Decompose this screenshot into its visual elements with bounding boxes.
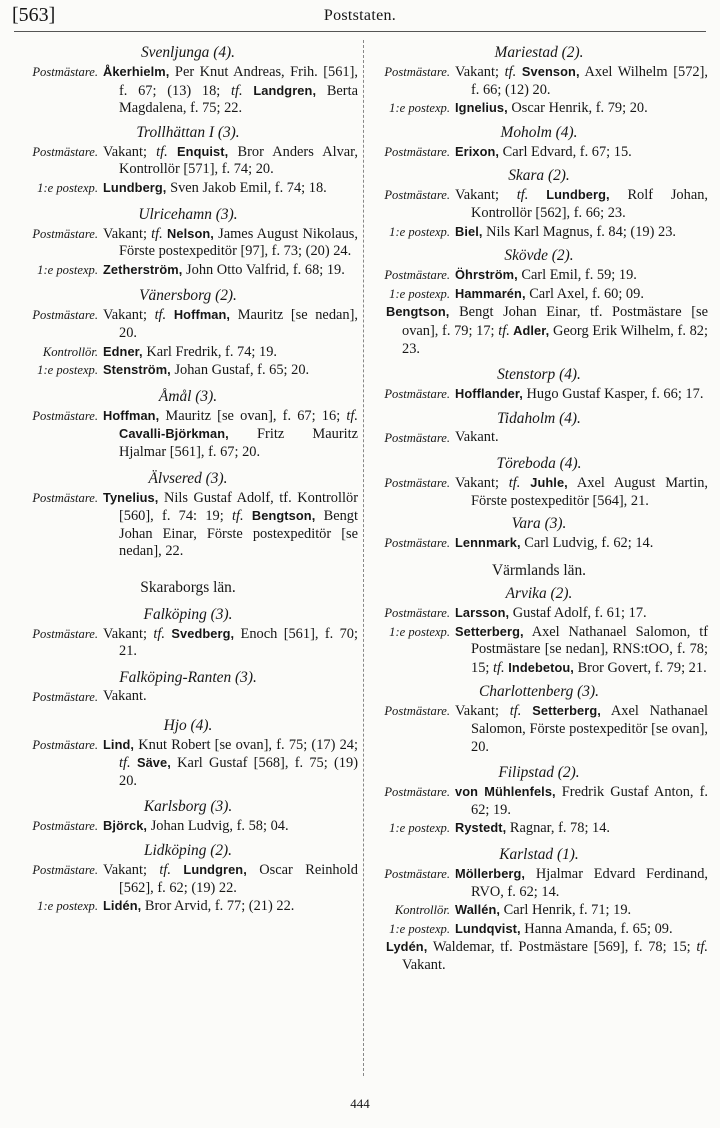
entry-details: Oscar Reinhold [562], f. 62; (19) 22. — [119, 862, 358, 896]
entry-text — [455, 901, 708, 920]
person-name: Lundberg, — [528, 187, 610, 203]
person-name: Edner, — [103, 343, 143, 359]
entry-text — [103, 261, 358, 280]
place-heading: Stenstorp (4). — [497, 366, 581, 384]
list-item — [18, 688, 358, 707]
tf-abbrev: tf. — [509, 703, 522, 720]
place-heading: Moholm (4). — [500, 123, 578, 141]
person-name: Säve, — [130, 755, 171, 771]
list-item — [370, 385, 708, 404]
list-item — [18, 861, 358, 897]
tf-abbrev: tf. — [231, 82, 243, 99]
person-name: Hammarén, — [455, 285, 526, 301]
person-name: Rystedt, — [455, 820, 507, 836]
list-item — [370, 429, 708, 448]
entry-text — [455, 186, 708, 222]
role-label: Postmästare. — [384, 606, 450, 621]
person-name: Lydén, — [386, 939, 428, 955]
entry-details: Karl Fredrik, f. 74; 19. — [142, 343, 278, 360]
list-item — [370, 143, 708, 162]
person-name: Juhle, — [520, 475, 568, 491]
entry-details: Gustaf Adolf, f. 61; 17. — [509, 605, 647, 622]
vacancy-text: Vakant; — [455, 64, 505, 80]
entry-text — [103, 736, 358, 791]
entry-details: Axel Nathanael Salomon, tf Postmästare [se nedan], RNS:tOO, f. 78; 15; — [471, 623, 708, 676]
person-name: Hoffman, — [166, 307, 231, 323]
person-name: Svenson, — [516, 64, 580, 79]
list-item — [18, 261, 358, 280]
entry-text — [103, 179, 358, 198]
tf-abbrev: tf. — [346, 407, 358, 424]
list-item — [18, 361, 358, 380]
vacancy-text: Vakant. — [455, 428, 499, 445]
vacancy-text: Vakant; — [103, 625, 154, 642]
entry-text — [103, 63, 358, 118]
tf-abbrev: tf. — [498, 322, 510, 339]
column-divider — [363, 40, 364, 1076]
entry-text — [455, 534, 708, 553]
role-label: Postmästare. — [32, 863, 98, 878]
tf-abbrev: tf. — [119, 755, 131, 772]
person-name: Cavalli-Björkman, — [119, 426, 229, 442]
page-number: 444 — [350, 1096, 370, 1111]
role-label: Kontrollör. — [394, 903, 450, 918]
list-item — [370, 285, 708, 304]
entry-details: Axel August Martin, Förste postexpeditör [564], 21. — [471, 475, 708, 509]
vacancy-text: Vakant. — [103, 688, 147, 705]
place-heading: Trollhättan I (3). — [136, 123, 240, 141]
entry-text — [455, 623, 708, 678]
entry-text — [103, 625, 358, 661]
person-name: Erixon, — [455, 143, 500, 159]
role-label: Postmästare. — [32, 226, 98, 241]
place-heading: Ulricehamn (3). — [138, 205, 238, 223]
entry-details: Sven Jakob Emil, f. 74; 18. — [166, 179, 327, 196]
person-name: Lind, — [103, 736, 135, 752]
page-header — [10, 4, 710, 30]
entry-details: Carl Emil, f. 59; 19. — [517, 267, 637, 284]
list-item — [370, 266, 708, 285]
entry-text — [455, 819, 708, 838]
entry-details: Bengt Johan Einar, Förste postexpeditör [se nedan], 22. — [119, 508, 358, 560]
entry-details: Hanna Amanda, f. 65; 09. — [520, 920, 673, 937]
place-heading: Karlstad (1). — [499, 846, 579, 864]
entry-text — [455, 604, 708, 623]
list-item — [18, 625, 358, 661]
entry-details: James August Nikolaus, Förste postexpeditör [97], f. 73; (20) 24. — [119, 225, 359, 260]
role-label: 1:e postexp. — [389, 921, 450, 936]
tf-abbrev: tf. — [231, 508, 244, 525]
person-name: Setterberg, — [521, 703, 601, 719]
role-label: 1:e postexp. — [37, 363, 98, 378]
person-name: Zetherström, — [103, 261, 183, 277]
entry-details: Bror Govert, f. 79; 21. — [573, 659, 707, 676]
role-label: 1:e postexp. — [37, 180, 98, 195]
tf-abbrev: tf. — [159, 862, 171, 879]
entry-details: Axel Wilhelm [572], f. 66; (12) 20. — [471, 64, 708, 98]
right-column — [370, 40, 708, 975]
place-heading: Älvsered (3). — [148, 469, 228, 487]
running-title: Poststaten. — [323, 7, 397, 24]
person-name: Lundqvist, — [455, 920, 521, 936]
role-label: 1:e postexp. — [389, 821, 450, 836]
entry-details: John Otto Valfrid, f. 68; 19. — [182, 261, 345, 278]
entry-text — [103, 343, 358, 362]
role-label: 1:e postexp. — [389, 624, 450, 639]
entry-details: Fritz Mauritz Hjalmar [561], f. 67; 20. — [119, 426, 358, 460]
entry-details: Carl Henrik, f. 71; 19. — [500, 902, 632, 919]
list-item — [370, 783, 708, 819]
list-item — [370, 63, 708, 99]
entry-text — [455, 783, 708, 819]
role-label: 1:e postexp. — [37, 262, 98, 277]
role-label: Postmästare. — [384, 867, 450, 882]
entry-text — [455, 385, 708, 404]
person-name: Stenström, — [103, 362, 171, 378]
tf-abbrev: tf. — [151, 225, 163, 242]
entry-details: Hjalmar Edvard Ferdinand, RVO, f. 62; 14. — [471, 866, 708, 900]
list-item — [370, 186, 708, 222]
vacancy-text: Vakant; — [103, 225, 152, 242]
role-label: Postmästare. — [32, 626, 98, 641]
tf-abbrev: tf. — [516, 187, 529, 204]
entry-details: Hugo Gustaf Kasper, f. 66; 17. — [522, 386, 704, 403]
person-name: Enquist, — [167, 143, 229, 159]
vacancy-text: Vakant; — [455, 703, 510, 720]
person-name: Wallén, — [455, 902, 501, 918]
list-item — [370, 223, 708, 242]
entry-details: Enoch [561], f. 70; 21. — [119, 625, 358, 660]
entry-details: Carl Axel, f. 60; 09. — [525, 285, 644, 302]
entry-text — [103, 407, 358, 462]
role-label: Postmästare. — [32, 408, 98, 423]
list-item — [18, 306, 358, 342]
list-item — [370, 819, 708, 838]
person-name: Lundgren, — [170, 862, 247, 878]
place-heading: Tidaholm (4). — [497, 409, 581, 427]
list-item — [370, 474, 708, 510]
list-item — [18, 343, 358, 362]
role-label: Postmästare. — [32, 144, 98, 159]
role-label: Postmästare. — [384, 430, 450, 445]
entry-text — [103, 861, 358, 897]
vacancy-text: Vakant; — [455, 475, 509, 492]
entry-text — [103, 688, 358, 707]
place-heading: Hjo (4). — [163, 716, 213, 734]
place-heading: Vara (3). — [511, 514, 567, 532]
person-name: Bengtson, — [243, 508, 316, 524]
vacancy-text: Vakant; — [103, 862, 160, 879]
list-item — [18, 63, 358, 118]
person-name: Hofflander, — [455, 386, 523, 402]
person-name: Indebetou, — [504, 659, 574, 675]
vacancy-text: Vakant; — [103, 307, 155, 324]
entry-details: Oscar Henrik, f. 79; 20. — [507, 100, 648, 117]
role-label: 1:e postexp. — [389, 101, 450, 116]
place-heading: Svenljunga (4). — [140, 44, 236, 61]
person-name: Ignelius, — [455, 100, 508, 116]
person-name: Bengtson, — [386, 304, 450, 320]
entry-text — [455, 99, 708, 118]
role-label: 1:e postexp. — [389, 224, 450, 239]
role-label: Postmästare. — [384, 188, 450, 203]
person-name: Åkerhielm, — [103, 64, 170, 79]
entry-details: Bengt Johan Einar, tf. Postmästare [se ovan], f. 79; 17; — [402, 304, 708, 339]
place-heading: Falköping (3). — [143, 605, 233, 623]
place-heading: Falköping-Ranten (3). — [119, 669, 257, 687]
person-name: Tynelius, — [103, 489, 159, 505]
entry-details: Bror Arvid, f. 77; (21) 22. — [141, 898, 295, 915]
list-item — [370, 303, 708, 358]
list-item — [370, 623, 708, 678]
entry-text — [455, 63, 708, 99]
entry-details: Johan Gustaf, f. 65; 20. — [170, 362, 310, 379]
vacancy-text: Vakant; — [103, 143, 157, 160]
role-label: Postmästare. — [32, 308, 98, 323]
place-heading: Mariestad (2). — [494, 44, 584, 61]
role-label: Postmästare. — [384, 535, 450, 550]
list-item — [18, 897, 358, 916]
place-heading: Töreboda (4). — [496, 455, 582, 473]
tf-abbrev: tf. — [504, 64, 517, 80]
tf-abbrev: tf. — [493, 659, 505, 676]
entry-details: Carl Ludvig, f. 62; 14. — [520, 534, 654, 551]
entry-text — [103, 817, 358, 836]
person-name: Biel, — [455, 223, 483, 239]
place-heading: Skövde (2). — [504, 247, 574, 265]
list-item — [370, 702, 708, 756]
list-item — [18, 736, 358, 791]
entry-details: Nils Karl Magnus, f. 84; (19) 23. — [482, 223, 676, 240]
entry-details: Waldemar, tf. Postmästare [569], f. 78; 15; — [427, 939, 697, 956]
header-rule — [14, 31, 706, 32]
entry-text — [455, 285, 708, 304]
tf-abbrev: tf. — [153, 625, 165, 642]
entry-details: Per Knut Andreas, Frih. [561], f. 67; (13) 18; — [119, 64, 358, 99]
entry-text — [103, 489, 358, 561]
list-item — [370, 920, 708, 939]
person-name: Landgren, — [253, 82, 317, 98]
entry-details: Mauritz [se nedan], 20. — [119, 307, 358, 341]
list-item — [18, 407, 358, 462]
list-item — [370, 604, 708, 623]
entry-details: Axel Nathanael Salomon, Förste postexpeditör [se ovan], 20. — [471, 703, 708, 755]
place-heading: Åmål (3). — [158, 387, 218, 405]
list-item — [370, 865, 708, 901]
role-label: Postmästare. — [384, 65, 450, 79]
person-name: Lidén, — [103, 898, 142, 914]
place-heading: Arvika (2). — [505, 585, 573, 603]
role-label: Postmästare. — [384, 268, 450, 283]
role-label: Postmästare. — [384, 785, 450, 800]
role-label: Postmästare. — [384, 704, 450, 719]
list-item — [18, 489, 358, 561]
person-name: von Mühlenfels, — [455, 784, 556, 800]
tf-abbrev: tf. — [156, 143, 168, 160]
role-label: 1:e postexp. — [37, 899, 98, 914]
left-column — [18, 40, 358, 916]
place-heading: Lidköping (2). — [143, 842, 233, 860]
page-label: [563] — [12, 4, 56, 26]
person-name: Lennmark, — [455, 534, 521, 550]
entry-text — [103, 225, 358, 261]
list-item — [18, 179, 358, 198]
entry-details: Carl Edvard, f. 67; 15. — [499, 143, 632, 160]
vacancy-text: Vakant; — [455, 187, 517, 204]
role-label: Kontrollör. — [42, 344, 98, 359]
region-heading: Värmlands län. — [491, 562, 587, 580]
person-name: Nelson, — [162, 225, 214, 241]
place-heading: Karlsborg (3). — [143, 798, 233, 816]
person-name: Björck, — [103, 818, 148, 834]
tf-abbrev: tf. — [696, 939, 708, 956]
entry-text — [455, 865, 708, 901]
list-item — [370, 938, 708, 974]
entry-details: Johan Ludvig, f. 58; 04. — [147, 818, 289, 835]
entry-text — [455, 920, 708, 939]
entry-details: Rolf Johan, Kontrollör [562], f. 66; 23. — [471, 187, 709, 221]
entry-text — [455, 429, 708, 448]
entry-text — [103, 897, 358, 916]
entry-text — [455, 143, 708, 162]
entry-text — [103, 143, 358, 179]
role-label: Postmästare. — [32, 819, 98, 834]
entry-details: Bror Anders Alvar, Kontrollör [571], f. 74; 20. — [119, 143, 359, 178]
role-label: Postmästare. — [32, 737, 98, 752]
place-heading: Skara (2). — [508, 167, 570, 185]
entry-text — [455, 702, 708, 756]
list-item — [18, 225, 358, 261]
person-name: Svedberg, — [164, 625, 235, 641]
list-item — [370, 901, 708, 920]
role-label: Postmästare. — [32, 65, 98, 79]
list-item — [18, 143, 358, 179]
person-name: Adler, — [509, 322, 550, 338]
person-name: Setterberg, — [455, 623, 524, 639]
region-heading: Skaraborgs län. — [140, 578, 236, 596]
place-heading: Filipstad (2). — [498, 764, 580, 782]
person-name: Öhrström, — [455, 267, 518, 283]
entry-details: Knut Robert [se ovan], f. 75; (17) 24; — [134, 736, 358, 753]
role-label: Postmästare. — [32, 690, 98, 705]
entry-details: Fredrik Gustaf Anton, f. 62; 19. — [471, 784, 708, 818]
place-heading: Vänersborg (2). — [139, 287, 237, 305]
role-label: 1:e postexp. — [389, 286, 450, 301]
tf-abbrev: tf. — [508, 475, 521, 492]
entry-text — [455, 266, 708, 285]
person-name: Hoffman, — [103, 407, 160, 423]
entry-details: Karl Gustaf [568], f. 75; (19) 20. — [119, 755, 358, 789]
person-name: Lundberg, — [103, 179, 167, 195]
entry-details: Berta Magdalena, f. 75; 22. — [119, 82, 358, 117]
entry-text — [103, 306, 358, 342]
list-item — [18, 817, 358, 836]
role-label: Postmästare. — [32, 490, 98, 505]
entry-details: Mauritz [se ovan], f. 67; 16; — [159, 407, 347, 424]
entry-text — [103, 361, 358, 380]
role-label: Postmästare. — [384, 144, 450, 159]
list-item — [370, 99, 708, 118]
role-label: Postmästare. — [384, 387, 450, 402]
person-name: Möllerberg, — [455, 866, 526, 882]
entry-details: Ragnar, f. 78; 14. — [506, 820, 611, 837]
tf-abbrev: tf. — [154, 307, 167, 324]
list-item — [370, 534, 708, 553]
entry-text — [455, 223, 708, 242]
role-label: Postmästare. — [384, 476, 450, 491]
entry-details: Georg Erik Wilhelm, f. 82; 23. — [402, 322, 709, 357]
person-name: Larsson, — [455, 605, 510, 621]
entry-text — [455, 474, 708, 510]
entry-details: Nils Gustaf Adolf, tf. Kontrollör [560], f. 74: 19; — [119, 489, 358, 525]
entry-details: Vakant. — [402, 957, 446, 973]
place-heading: Charlottenberg (3). — [479, 683, 599, 701]
